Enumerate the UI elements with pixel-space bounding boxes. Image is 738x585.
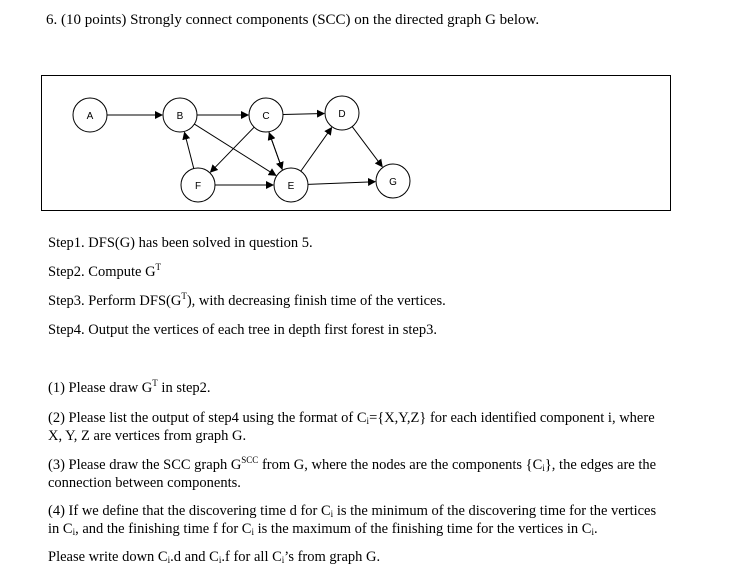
node-b xyxy=(163,98,197,132)
edge-e-d xyxy=(301,128,332,171)
p2-sub: i xyxy=(366,416,370,426)
p5-b: .d and C xyxy=(170,549,219,565)
edge-c-f xyxy=(211,127,255,172)
part5-text xyxy=(48,549,380,566)
p5-sub2: i xyxy=(218,555,222,565)
p2-b: ={X,Y,Z} for each identified component i, where xyxy=(369,410,655,426)
p5-c: .f for all C xyxy=(221,549,282,565)
edge-e-g xyxy=(308,182,375,185)
p4-d: , and the finishing time f for C xyxy=(75,521,252,537)
part3-text xyxy=(48,456,678,492)
step3-suffix: ), with decreasing finish time of the vertices. xyxy=(186,293,446,309)
p3-sup: SCC xyxy=(241,455,259,465)
part2-text xyxy=(48,409,678,445)
step2-text xyxy=(48,264,161,281)
p1-sup: T xyxy=(152,378,158,388)
node-e xyxy=(274,168,308,202)
p4-sub2: i xyxy=(72,527,76,537)
p3-sub: i xyxy=(542,463,545,473)
p3-line2: connection between components. xyxy=(48,475,241,491)
part1-text xyxy=(48,380,211,397)
p5-sub1: i xyxy=(167,555,171,565)
p1-suffix: in step2. xyxy=(157,380,211,396)
directed-graph xyxy=(42,76,672,212)
p3-a: (3) Please draw the SCC graph G xyxy=(48,457,242,473)
p5-d: ’s from graph G. xyxy=(284,549,381,565)
part4-text xyxy=(48,502,678,538)
node-label-d: D xyxy=(338,109,346,120)
p3-c: }, the edges are the xyxy=(544,457,657,473)
edge-e-c xyxy=(269,133,282,170)
edge-c-d xyxy=(283,113,324,114)
p2-line2: X, Y, Z are vertices from graph G. xyxy=(48,428,247,444)
edge-d-g xyxy=(352,127,382,167)
node-g xyxy=(376,164,410,198)
step3-prefix: Step3. Perform DFS(G xyxy=(48,293,182,309)
node-label-b: B xyxy=(176,111,184,122)
p4-sub1: i xyxy=(330,509,334,519)
p4-c: in C xyxy=(48,521,73,537)
node-label-a: A xyxy=(86,111,94,122)
node-label-g: G xyxy=(389,177,397,188)
node-label-e: E xyxy=(287,181,295,192)
step3-sup: T xyxy=(181,291,187,301)
p4-a: (4) If we define that the discovering time d for C xyxy=(48,503,331,519)
step1-text: Step1. DFS(G) has been solved in question 5. xyxy=(48,235,313,251)
p1-prefix: (1) Please draw G xyxy=(48,380,153,396)
step4-text: Step4. Output the vertices of each tree in depth first forest in step3. xyxy=(48,322,437,338)
p4-sub4: i xyxy=(591,527,594,537)
step3-text xyxy=(48,293,446,310)
p4-f: . xyxy=(593,521,598,537)
node-a xyxy=(73,98,107,132)
p4-sub3: i xyxy=(251,527,254,537)
p5-a: Please write down C xyxy=(48,549,168,565)
p4-e: is the maximum of the finishing time for the vertices in C xyxy=(254,521,592,537)
graph-figure xyxy=(41,75,671,211)
node-label-c: C xyxy=(262,111,270,122)
node-c xyxy=(249,98,283,132)
question-title: 6. (10 points) Strongly connect components (SCC) on the directed graph G below. xyxy=(46,12,540,28)
step2-sup: T xyxy=(155,262,162,272)
node-d xyxy=(325,96,359,130)
edge-f-b xyxy=(184,132,193,168)
step2-prefix: Step2. Compute G xyxy=(48,264,156,280)
p5-sub3: i xyxy=(281,555,285,565)
p4-b: is the minimum of the discovering time for the vertices xyxy=(333,503,657,519)
node-f xyxy=(181,168,215,202)
p3-b: from G, where the nodes are the components {C xyxy=(258,457,543,473)
p2-a: (2) Please list the output of step4 using the format of C xyxy=(48,410,367,426)
node-label-f: F xyxy=(194,181,202,192)
